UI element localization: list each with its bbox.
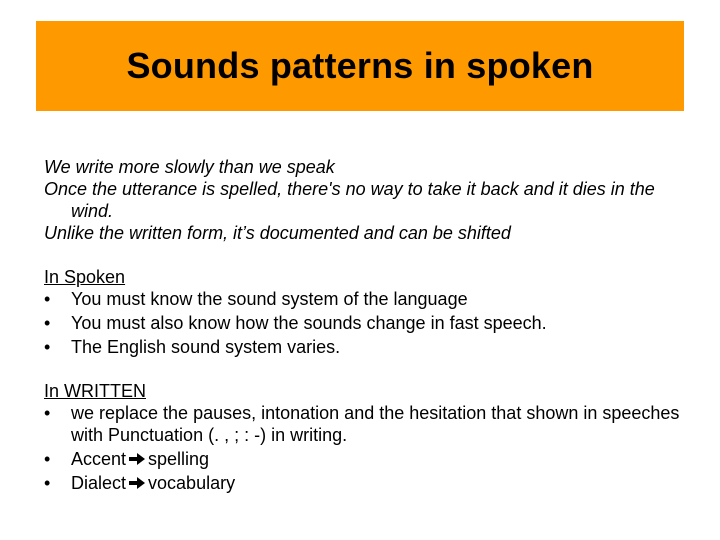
list-item: [44, 336, 684, 358]
intro-line-2: Once the utterance is spelled, there's no way to take it back and it dies in the wind.: [44, 179, 655, 221]
list-item-text: You must also know how the sounds change in fast speech.: [71, 313, 547, 333]
spoken-section: [44, 266, 684, 358]
list-item-text: The English sound system varies.: [71, 337, 341, 357]
bullet-icon: •: [44, 313, 51, 333]
intro-line-1: We write more slowly than we speak: [44, 157, 335, 177]
spoken-heading: In Spoken: [44, 267, 126, 287]
slide-body: [44, 156, 684, 496]
title-bar: [36, 21, 684, 111]
dialect-text: Dialect: [71, 473, 127, 493]
right-arrow-icon: [128, 476, 146, 490]
intro-block: [44, 156, 684, 244]
list-item: [44, 288, 684, 310]
written-list: [44, 402, 684, 494]
intro-line-3: Unlike the written form, it’s documented and can be shifted: [44, 223, 511, 243]
bullet-icon: •: [44, 473, 51, 493]
bullet-icon: •: [44, 337, 51, 357]
list-item: [44, 402, 684, 446]
spoken-list: [44, 288, 684, 358]
written-section: [44, 380, 684, 494]
right-arrow-icon: [128, 452, 146, 466]
list-item-text: You must know the sound system of the language: [71, 289, 468, 309]
bullet-icon: •: [44, 449, 51, 469]
list-item-text: we replace the pauses, intonation and the hesitation that shown in speeches with Punctuation (. , ; : -) in writing.: [71, 403, 680, 445]
slide-title: Sounds patterns in spoken: [126, 45, 594, 86]
list-item: [44, 312, 684, 334]
spelling-text: spelling: [148, 449, 210, 469]
written-heading: In WRITTEN: [44, 381, 146, 401]
list-item: [44, 448, 684, 470]
bullet-icon: •: [44, 289, 51, 309]
bullet-icon: •: [44, 403, 51, 423]
accent-text: Accent: [71, 449, 127, 469]
list-item: [44, 472, 684, 494]
vocabulary-text: vocabulary: [148, 473, 236, 493]
